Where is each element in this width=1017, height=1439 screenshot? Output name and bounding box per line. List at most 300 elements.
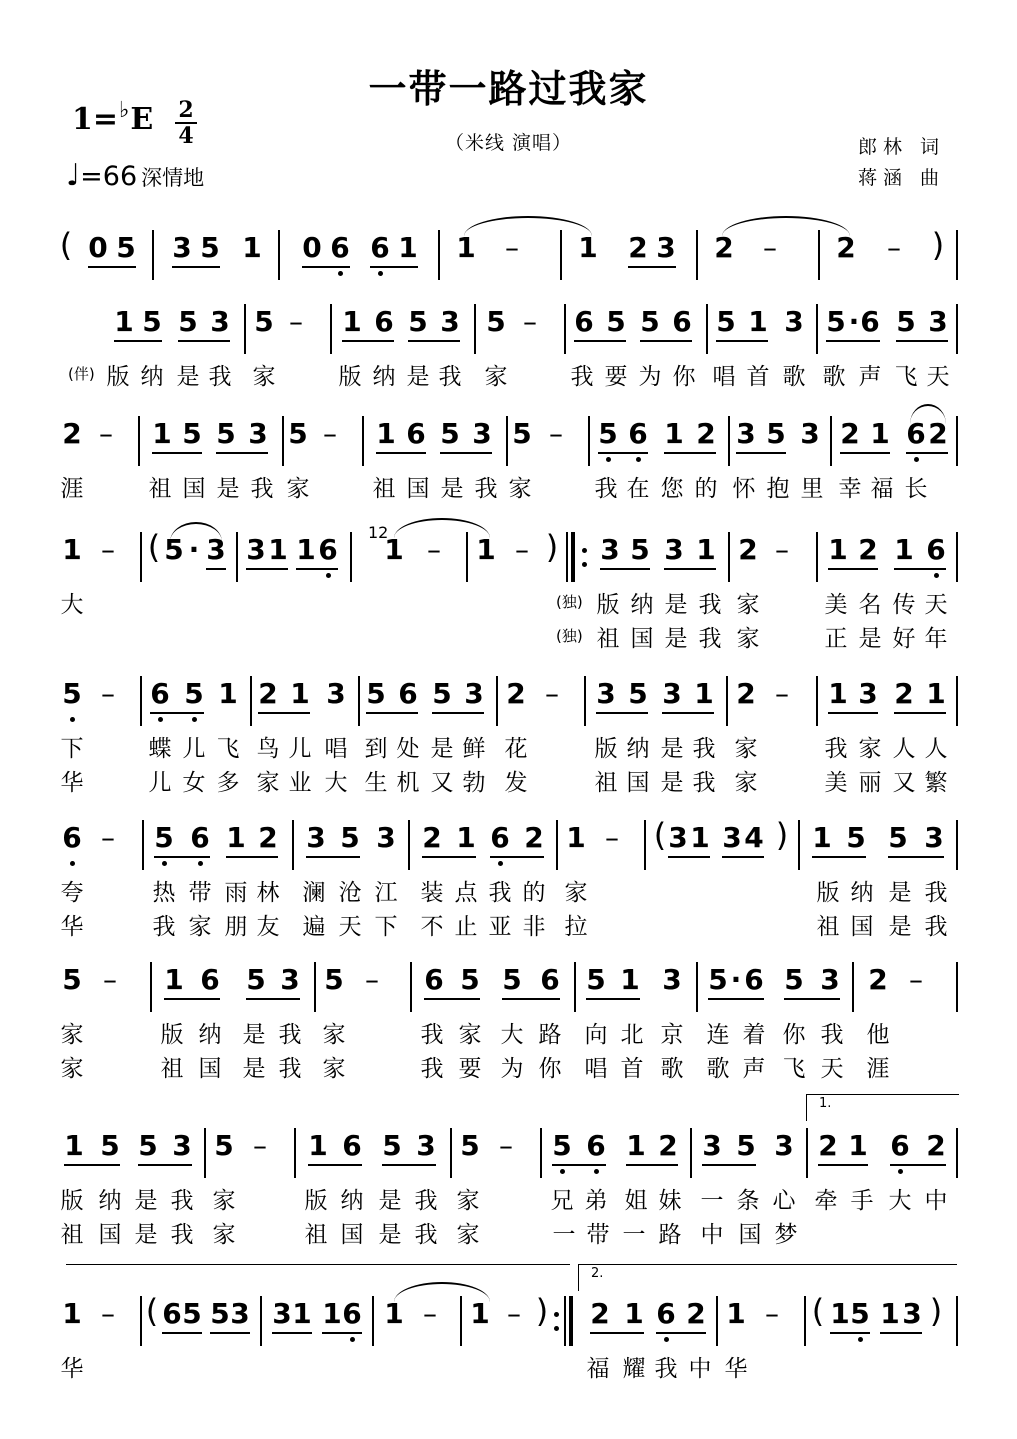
lyric: 大	[500, 1022, 524, 1048]
key-eq: =	[92, 102, 119, 137]
lyric: 涯	[866, 1056, 890, 1082]
note: 6	[62, 821, 82, 854]
note: 2	[506, 677, 526, 710]
note: 1	[456, 821, 476, 854]
underline	[896, 340, 948, 342]
underline	[422, 856, 476, 858]
note: 5	[432, 677, 452, 710]
lyric: 家	[212, 1222, 236, 1248]
note: 1	[812, 821, 832, 854]
lyric: 是	[406, 364, 430, 390]
note: 2	[818, 1129, 838, 1162]
lyric: 女	[182, 770, 206, 796]
note: 1	[694, 677, 714, 710]
lyric: 国	[850, 914, 874, 940]
note: 1	[290, 677, 310, 710]
tempo-marking	[66, 158, 204, 193]
note: 1	[828, 677, 848, 710]
bar-line	[204, 1128, 206, 1178]
lyric: 唱	[712, 364, 736, 390]
bar-line	[956, 820, 958, 870]
lyric: 歌	[782, 364, 806, 390]
bar-line	[804, 1296, 806, 1346]
lyric: 美	[824, 770, 848, 796]
underline	[408, 340, 460, 342]
lyric: 我	[438, 364, 462, 390]
note: 3	[248, 417, 268, 450]
dash: –	[253, 1129, 267, 1162]
lyric: 长	[904, 476, 928, 502]
note: 3	[702, 1129, 722, 1162]
bar-line	[806, 1128, 808, 1178]
octave-dot	[914, 457, 919, 462]
octave-dot	[594, 1169, 599, 1174]
note: 1	[384, 533, 404, 566]
lyric: 我	[170, 1188, 194, 1214]
note: 5	[164, 533, 184, 566]
flat-icon: ♭	[119, 97, 130, 123]
underline	[600, 568, 650, 570]
note: 1	[926, 677, 946, 710]
lyrics-4a	[60, 586, 960, 620]
underline	[552, 1164, 606, 1166]
expression-mark: 深情地	[141, 166, 205, 190]
lyric: 怀	[732, 476, 756, 502]
lyric: 飞	[216, 736, 240, 762]
lyric: 我	[692, 736, 716, 762]
lyric: 版	[106, 364, 130, 390]
lyric: 牵	[814, 1188, 838, 1214]
performer: （米线 演唱）	[444, 132, 573, 154]
underline	[628, 266, 676, 268]
tempo-bpm: 66	[102, 161, 138, 192]
bar-line	[466, 532, 468, 582]
note: 2	[590, 1297, 610, 1330]
lyric: 蝶	[148, 736, 172, 762]
lyric: 我	[570, 364, 594, 390]
staff-9	[60, 1288, 960, 1350]
lyric: 处	[396, 736, 420, 762]
note: 6	[370, 231, 390, 264]
lyric: 为	[638, 364, 662, 390]
note: 5	[246, 963, 266, 996]
bar-line	[956, 676, 958, 726]
lyric: 为	[500, 1056, 524, 1082]
bar-line	[574, 962, 576, 1012]
dash: –	[909, 963, 923, 996]
bar-line	[956, 416, 958, 466]
note: 5	[138, 1129, 158, 1162]
bar-line	[584, 676, 586, 726]
underline	[626, 1164, 678, 1166]
octave-dot	[560, 1169, 565, 1174]
volta-1	[806, 1094, 959, 1121]
underline	[664, 452, 716, 454]
dash: –	[365, 963, 379, 996]
lyric: 是	[440, 476, 464, 502]
bar-line	[142, 820, 144, 870]
underline	[826, 340, 880, 342]
note: 2	[258, 677, 278, 710]
lyric: 一	[552, 1222, 576, 1248]
lyric: 勃	[462, 770, 486, 796]
bar-line	[294, 1128, 296, 1178]
octave-dot	[158, 717, 163, 722]
lyrics-6a	[60, 874, 960, 908]
lyric: 是	[660, 770, 684, 796]
slur	[910, 404, 946, 424]
underline	[206, 568, 226, 570]
lyric: 传	[892, 592, 916, 618]
lyric: 家	[252, 364, 276, 390]
lyric: 华	[60, 770, 84, 796]
bar-line	[438, 230, 440, 280]
lyric: 纳	[626, 736, 650, 762]
underline	[154, 856, 210, 858]
lyric: 家	[60, 1022, 84, 1048]
lyrics-8b	[60, 1216, 960, 1250]
underline	[890, 1164, 946, 1166]
augmentation-dot: ·	[848, 305, 860, 338]
underline	[812, 856, 866, 858]
bar-line	[588, 416, 590, 466]
lyric: 心	[772, 1188, 796, 1214]
lyric: 纳	[198, 1022, 222, 1048]
lyric: 耀	[622, 1356, 646, 1382]
lyric: 的	[522, 880, 546, 906]
octave-dot	[192, 717, 197, 722]
note: 1	[114, 305, 134, 338]
note: 2	[524, 821, 544, 854]
note: 2	[926, 1129, 946, 1162]
note: 5	[850, 1297, 870, 1330]
bar-line	[152, 230, 154, 280]
lyric: 版	[596, 592, 620, 618]
lyric: 带	[586, 1222, 610, 1248]
note: 3	[774, 1129, 794, 1162]
note: 6	[586, 1129, 606, 1162]
time-top: 2	[178, 97, 194, 123]
lyric: 家	[734, 736, 758, 762]
lyric: 我	[654, 1356, 678, 1382]
note: 6	[744, 963, 764, 996]
lyric: 家	[212, 1188, 236, 1214]
note: 5	[142, 305, 162, 338]
lyric: 家	[736, 592, 760, 618]
lyric: 祖	[594, 770, 618, 796]
underline	[164, 998, 220, 1000]
lyric: 妹	[658, 1188, 682, 1214]
lyric: 唱	[324, 736, 348, 762]
lyric: 祖	[372, 476, 396, 502]
note: 1	[268, 533, 288, 566]
note: 3	[784, 305, 804, 338]
note: 1	[296, 533, 316, 566]
lyric: 国	[340, 1222, 364, 1248]
lyric: 飞	[894, 364, 918, 390]
lyric: 儿	[182, 736, 206, 762]
lyric: 我	[488, 880, 512, 906]
dash: –	[545, 677, 559, 710]
note: 5	[460, 1129, 480, 1162]
note: 1	[664, 417, 684, 450]
underline	[828, 568, 878, 570]
note: 1	[620, 963, 640, 996]
lyric: 国	[98, 1222, 122, 1248]
lyric: 福	[870, 476, 894, 502]
lyric: 美	[824, 592, 848, 618]
bar-line	[314, 962, 316, 1012]
underline	[906, 452, 948, 454]
lyric: 发	[504, 770, 528, 796]
note: 2	[928, 417, 948, 450]
note: 5	[598, 417, 618, 450]
bar-line	[244, 304, 246, 354]
octave-dot	[326, 573, 331, 578]
lyric: 好	[892, 626, 916, 652]
repeat-dot	[582, 548, 587, 553]
note: 6	[656, 1297, 676, 1330]
repeat-dot	[554, 1312, 559, 1317]
note: 1	[384, 1297, 404, 1330]
note: 3	[820, 963, 840, 996]
underline	[376, 452, 426, 454]
lyric: 你	[782, 1022, 806, 1048]
note: 1	[342, 305, 362, 338]
lyric: 条	[736, 1188, 760, 1214]
dash: –	[427, 533, 441, 566]
lyric: 是	[858, 626, 882, 652]
note: 5	[408, 305, 428, 338]
bar-line	[506, 416, 508, 466]
note: 5	[630, 533, 650, 566]
octave-dot	[498, 861, 503, 866]
dash: –	[101, 677, 115, 710]
bar-line	[460, 1296, 462, 1346]
note: 3	[600, 533, 620, 566]
bar-line	[956, 962, 958, 1012]
system-3	[60, 408, 960, 504]
octave-dot	[198, 861, 203, 866]
lyric: 带	[188, 880, 212, 906]
octave-dot	[378, 271, 383, 276]
lyric: 天	[924, 592, 948, 618]
lyric: 祖	[160, 1056, 184, 1082]
lyric: 大	[60, 592, 84, 618]
repeat-bar	[571, 532, 575, 582]
underline	[432, 712, 484, 714]
lyric: 是	[378, 1222, 402, 1248]
note: 2	[836, 231, 856, 264]
lyric: 是	[888, 914, 912, 940]
lyric: 京	[660, 1022, 684, 1048]
lyric: 鸟	[256, 736, 280, 762]
lyric: 是	[664, 592, 688, 618]
lyric: 中	[700, 1222, 724, 1248]
note: 5	[214, 1129, 234, 1162]
note: 5	[716, 305, 736, 338]
paren-open: (	[147, 528, 161, 566]
bar-line	[556, 820, 558, 870]
lyric: 我	[924, 914, 948, 940]
staff-7	[60, 954, 960, 1016]
note: 5	[708, 963, 728, 996]
underline	[586, 998, 640, 1000]
bar-line	[564, 1296, 566, 1346]
lyric: 纳	[850, 880, 874, 906]
bar-line	[140, 1296, 142, 1346]
bar-line	[726, 676, 728, 726]
lyrics-8a	[60, 1182, 960, 1216]
note: 3	[326, 677, 346, 710]
lyric: 天	[926, 364, 950, 390]
lyric: 纳	[140, 364, 164, 390]
lyric: 家	[286, 476, 310, 502]
underline	[150, 712, 204, 714]
lyric: 国	[406, 476, 430, 502]
lyric: 手	[850, 1188, 874, 1214]
note: 5	[200, 231, 220, 264]
solo-label: (独)	[556, 593, 583, 611]
note: 5	[826, 305, 846, 338]
paren-close: )	[929, 1292, 943, 1330]
note: 5	[502, 963, 522, 996]
lyric: 国	[738, 1222, 762, 1248]
paren-close: )	[775, 816, 789, 854]
quarter-note-icon: ♩	[66, 158, 81, 193]
note: 6	[490, 821, 510, 854]
bar-line	[716, 1296, 718, 1346]
lyric: 亚	[488, 914, 512, 940]
repeat-count: 12	[368, 523, 389, 542]
note: 6	[926, 533, 946, 566]
underline	[894, 568, 946, 570]
note: 5	[182, 417, 202, 450]
dash: –	[423, 1297, 437, 1330]
lyrics-7a	[60, 1016, 960, 1050]
bar-line	[956, 532, 958, 582]
note: 5	[254, 305, 274, 338]
note: 5	[324, 963, 344, 996]
lyric: 一	[622, 1222, 646, 1248]
underline	[226, 856, 278, 858]
lyric: 是	[378, 1188, 402, 1214]
bar-line	[450, 1128, 452, 1178]
lyric: 装	[420, 880, 444, 906]
octave-dot	[350, 1337, 355, 1342]
lyric: 我	[420, 1056, 444, 1082]
dash: –	[99, 417, 113, 450]
underline	[210, 1332, 250, 1334]
lyric: 幸	[838, 476, 862, 502]
bar-line	[798, 820, 800, 870]
lyric: 我	[250, 476, 274, 502]
lyric: 友	[256, 914, 280, 940]
lyric: 祖	[816, 914, 840, 940]
lyric: 我	[924, 880, 948, 906]
lyric: 家	[736, 626, 760, 652]
note: 1	[690, 821, 710, 854]
lyric: 雨	[224, 880, 248, 906]
octave-dot	[70, 717, 75, 722]
note: 1	[696, 533, 716, 566]
note: 0	[302, 231, 322, 264]
note: 3	[656, 231, 676, 264]
lyric: 国	[182, 476, 206, 502]
staff-6	[60, 812, 960, 874]
system-2	[60, 296, 960, 392]
note: 6	[342, 1129, 362, 1162]
repeat-bar	[569, 1296, 573, 1346]
lyric: 家	[60, 1056, 84, 1082]
note: 6	[906, 417, 926, 450]
lyric: 是	[134, 1222, 158, 1248]
note: 6	[860, 305, 880, 338]
lyric: 的	[694, 476, 718, 502]
underline	[708, 998, 764, 1000]
bar-line	[282, 416, 284, 466]
note: 1	[626, 1129, 646, 1162]
note: 5	[586, 963, 606, 996]
note: 3	[210, 305, 230, 338]
note: 6	[342, 1297, 362, 1330]
lyric: 机	[396, 770, 420, 796]
underline	[366, 712, 418, 714]
repeat-dot	[582, 562, 587, 567]
bar-line	[728, 416, 730, 466]
dash: –	[101, 1297, 115, 1330]
lyrics-5a	[60, 730, 960, 764]
lyric: 歌	[822, 364, 846, 390]
lyric: 版	[594, 736, 618, 762]
lyric: 家	[564, 880, 588, 906]
lyrics-2	[60, 358, 960, 392]
lyric: 家	[188, 914, 212, 940]
note: 6	[406, 417, 426, 450]
system-1	[60, 222, 960, 284]
time-bottom: 4	[178, 123, 194, 149]
underline	[306, 856, 360, 858]
bar-line	[292, 820, 294, 870]
note: 1	[242, 231, 262, 264]
lyric: 要	[458, 1056, 482, 1082]
underline	[668, 856, 710, 858]
note: 6	[318, 533, 338, 566]
lyric: 弟	[584, 1188, 608, 1214]
lyrics-3	[60, 470, 960, 504]
lyric: 在	[626, 476, 650, 502]
lyric: 我	[170, 1222, 194, 1248]
note: 1	[322, 1297, 342, 1330]
lyric: 我	[208, 364, 232, 390]
lyric: 飞	[782, 1056, 806, 1082]
note: 3	[172, 231, 192, 264]
lyrics-6b	[60, 908, 960, 942]
note: 1	[308, 1129, 328, 1162]
note: 3	[416, 1129, 436, 1162]
note: 6	[200, 963, 220, 996]
bar-line	[956, 304, 958, 354]
note: 3	[662, 963, 682, 996]
note: 3	[800, 417, 820, 450]
underline	[64, 1164, 120, 1166]
lyric: 路	[658, 1222, 682, 1248]
lyric: 林	[256, 880, 280, 906]
dash: –	[103, 963, 117, 996]
underline	[596, 712, 648, 714]
lyric: 北	[620, 1022, 644, 1048]
bar-line	[830, 416, 832, 466]
